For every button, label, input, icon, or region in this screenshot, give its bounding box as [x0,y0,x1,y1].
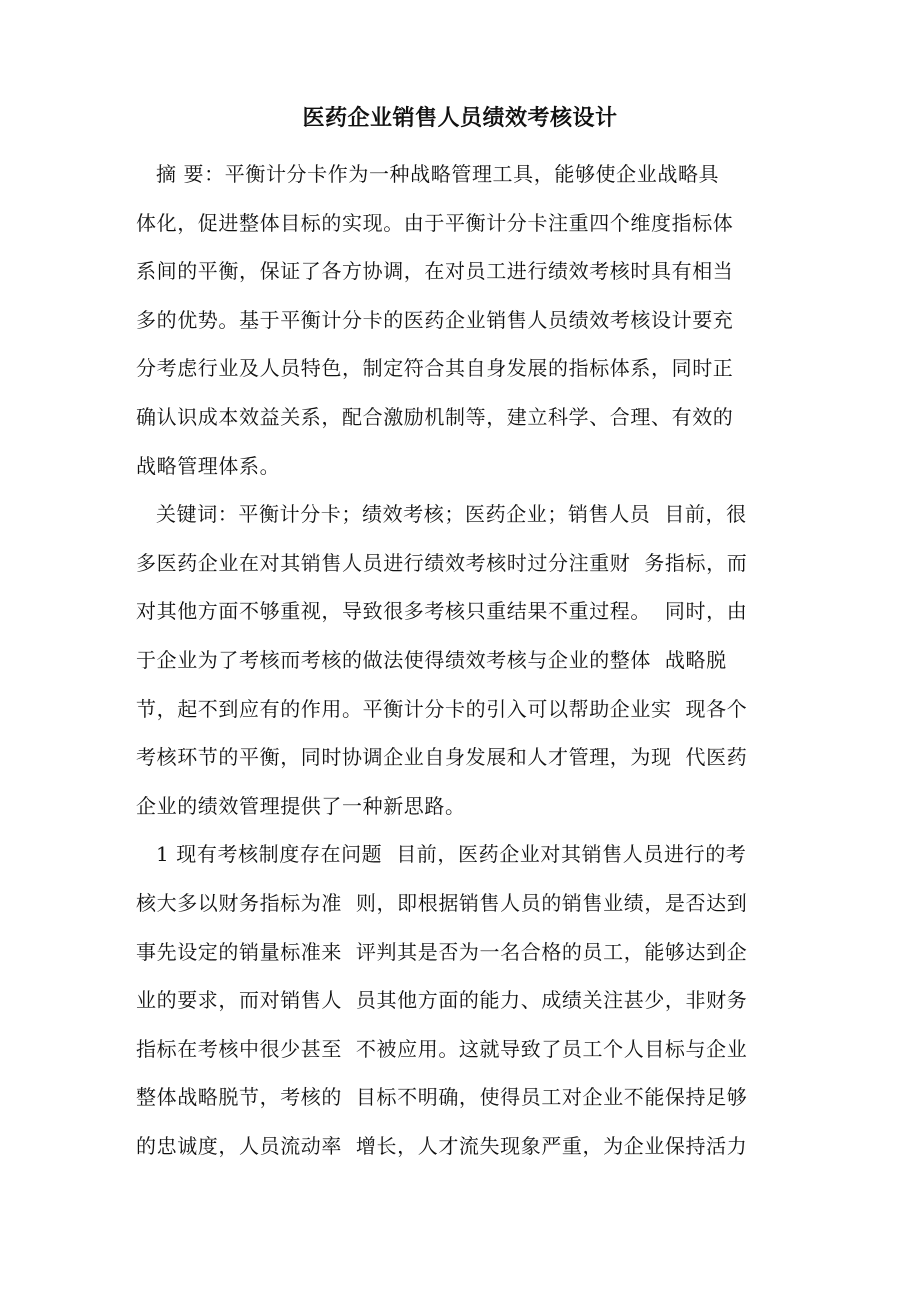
text-line: 企业的绩效管理提供了一种新思路。 [136,793,466,818]
text-line: 关键词：平衡计分卡；绩效考核；医药企业；销售人员 目前，很 [156,502,747,527]
text-line: 的忠诚度，人员流动率 增长，人才流失现象严重，为企业保持活力 [136,1133,748,1158]
text-line: 于企业为了考核而考核的做法使得绩效考核与企业的整体 战略脱 [136,647,727,672]
abstract-paragraph [136,150,772,490]
section-1-paragraph [136,830,772,1170]
text-line: 系间的平衡，保证了各方协调，在对员工进行绩效考核时具有相当 [136,259,734,284]
text-line: 战略管理体系。 [136,453,281,478]
text-line: 1 现有考核制度存在问题 目前，医药企业对其销售人员进行的考 [156,842,747,867]
text-line: 体化，促进整体目标的实现。由于平衡计分卡注重四个维度指标体 [136,210,734,235]
text-line: 事先设定的销量标准来 评判其是否为一名合格的员工，能够达到企 [136,939,748,964]
text-line: 整体战略脱节，考核的 目标不明确，使得员工对企业不能保持足够 [136,1085,748,1110]
text-line: 多医药企业在对其销售人员进行绩效考核时过分注重财 务指标，而 [136,550,748,575]
text-line: 指标在考核中很少甚至 不被应用。这就导致了员工个人目标与企业 [136,1036,748,1061]
text-line: 确认识成本效益关系，配合激励机制等，建立科学、合理、有效的 [136,404,734,429]
document-body [136,150,772,1170]
text-line: 对其他方面不够重视，导致很多考核只重结果不重过程。 同时，由 [136,599,748,624]
text-line: 多的优势。基于平衡计分卡的医药企业销售人员绩效考核设计要充 [136,307,734,332]
document-title: 医药企业销售人员绩效考核设计 [302,105,618,131]
text-line: 考核环节的平衡，同时协调企业自身发展和人才管理，为现 代医药 [136,745,748,770]
text-line: 节，起不到应有的作用。平衡计分卡的引入可以帮助企业实 现各个 [136,696,748,721]
text-line: 业的要求，而对销售人 员其他方面的能力、成绩关注甚少，非财务 [136,988,748,1013]
text-line: 核大多以财务指标为准 则，即根据销售人员的销售业绩，是否达到 [136,890,748,915]
text-line: 分考虑行业及人员特色，制定符合其自身发展的指标体系，同时正 [136,356,734,381]
keywords-paragraph [136,490,772,830]
text-line: 摘 要：平衡计分卡作为一种战略管理工具，能够使企业战略具 [156,162,720,186]
